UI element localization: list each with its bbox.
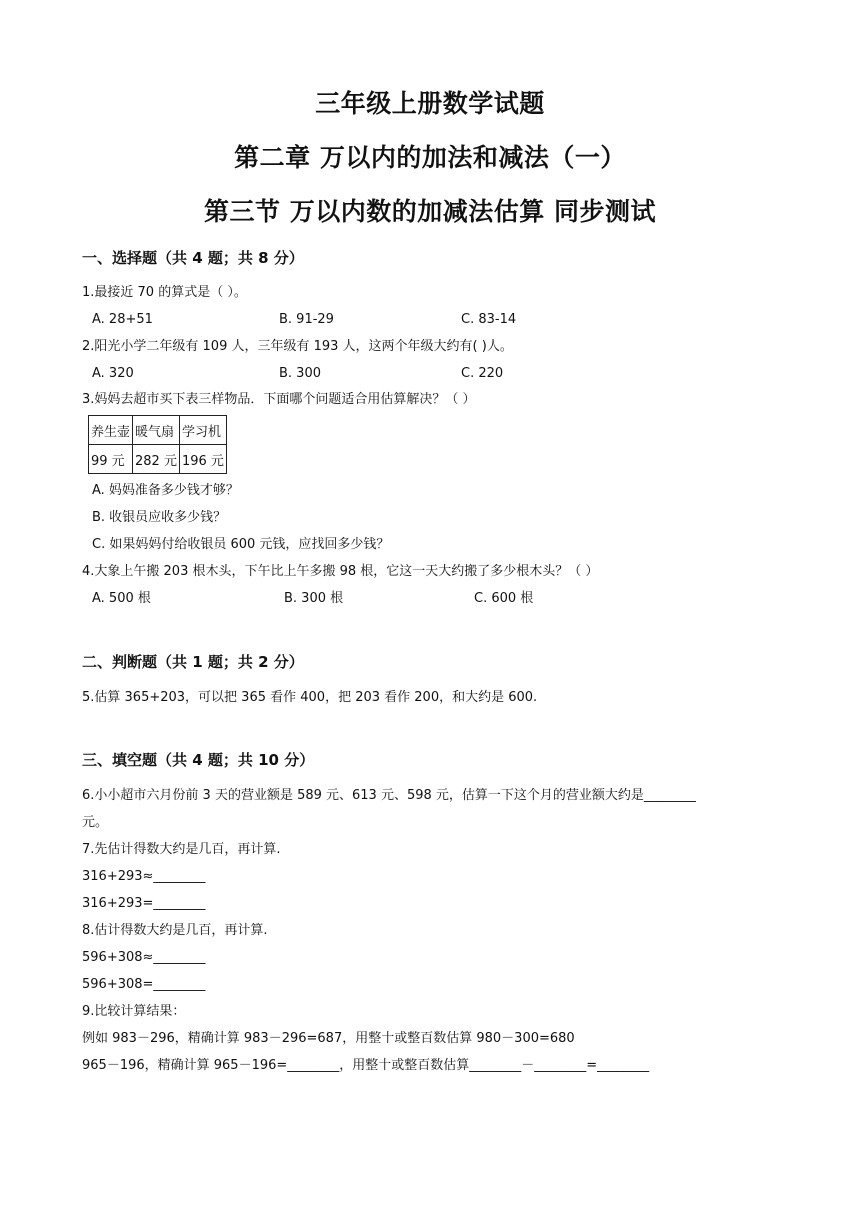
- section-heading-judgment: 二、判断题（共 1 题；共 2 分）: [82, 653, 304, 671]
- table-cell: 99 元: [89, 445, 133, 474]
- chapter-title: 第二章 万以内的加法和减法（一）: [234, 143, 626, 172]
- question-7: 7.先估计得数大约是几百，再计算.: [82, 842, 281, 857]
- q7-estimate-blank: 316+293≈________: [82, 869, 206, 884]
- table-cell: 196 元: [179, 445, 226, 474]
- table-row: [89, 445, 227, 474]
- section-heading-choice: 一、选择题（共 4 题；共 8 分）: [82, 249, 304, 267]
- q3-option-c: C. 如果妈妈付给收银员 600 元钱，应找回多少钱？: [92, 537, 390, 552]
- question-4: 4.大象上午搬 203 根木头，下午比上午多搬 98 根，它这一天大约搬了多少根木头？（ ）: [82, 564, 599, 579]
- q4-option-a: A. 500 根: [92, 591, 151, 606]
- q3-option-b: B. 收银员应收多少钱？: [92, 510, 227, 525]
- q4-option-c: C. 600 根: [474, 591, 534, 606]
- question-8: 8.估计得数大约是几百，再计算.: [82, 923, 268, 938]
- q7-calculation-blank: 316+293=________: [82, 896, 206, 911]
- question-6: 6.小小超市六月份前 3 天的营业额是 589 元、613 元、598 元，估算一下这个月的营业额大约是________: [82, 788, 696, 803]
- question-6-continuation: 元。: [82, 815, 109, 830]
- q1-option-c: C. 83-14: [461, 312, 517, 327]
- section-heading-fill-blank: 三、填空题（共 4 题；共 10 分）: [82, 751, 315, 769]
- q8-estimate-blank: 596+308≈________: [82, 950, 206, 965]
- q2-option-a: A. 320: [92, 366, 134, 381]
- q3-option-a: A. 妈妈准备多少钱才够？: [92, 483, 239, 498]
- section-title: 第三节 万以内数的加减法估算 同步测试: [204, 197, 656, 226]
- table-header-cell: 养生壶: [89, 416, 133, 445]
- q9-task: 965－196，精确计算 965－196=________，用整十或整百数估算________－________=________: [82, 1058, 650, 1073]
- question-2: 2.阳光小学二年级有 109 人，三年级有 193 人，这两个年级大约有( )人。: [82, 339, 513, 354]
- table-header-cell: 学习机: [179, 416, 226, 445]
- q4-option-b: B. 300 根: [284, 591, 344, 606]
- q8-calculation-blank: 596+308=________: [82, 977, 206, 992]
- table-header-cell: 暖气扇: [133, 416, 180, 445]
- price-table: [88, 415, 227, 474]
- q1-option-b: B. 91-29: [279, 312, 334, 327]
- table-cell: 282 元: [133, 445, 180, 474]
- q2-option-b: B. 300: [279, 366, 321, 381]
- q1-option-a: A. 28+51: [92, 312, 153, 327]
- table-row: [89, 416, 227, 445]
- question-3: 3.妈妈去超市买下表三样物品．下面哪个问题适合用估算解决？（ ）: [82, 392, 476, 407]
- q9-example: 例如 983－296，精确计算 983－296=687，用整十或整百数估算 980－300=680: [82, 1031, 575, 1046]
- document-title: 三年级上册数学试题: [315, 89, 545, 118]
- question-9: 9.比较计算结果：: [82, 1004, 186, 1019]
- q2-option-c: C. 220: [461, 366, 504, 381]
- question-1: 1.最接近 70 的算式是（ ）。: [82, 285, 247, 300]
- question-5: 5.估算 365+203，可以把 365 看作 400，把 203 看作 200，和大约是 600.: [82, 690, 538, 705]
